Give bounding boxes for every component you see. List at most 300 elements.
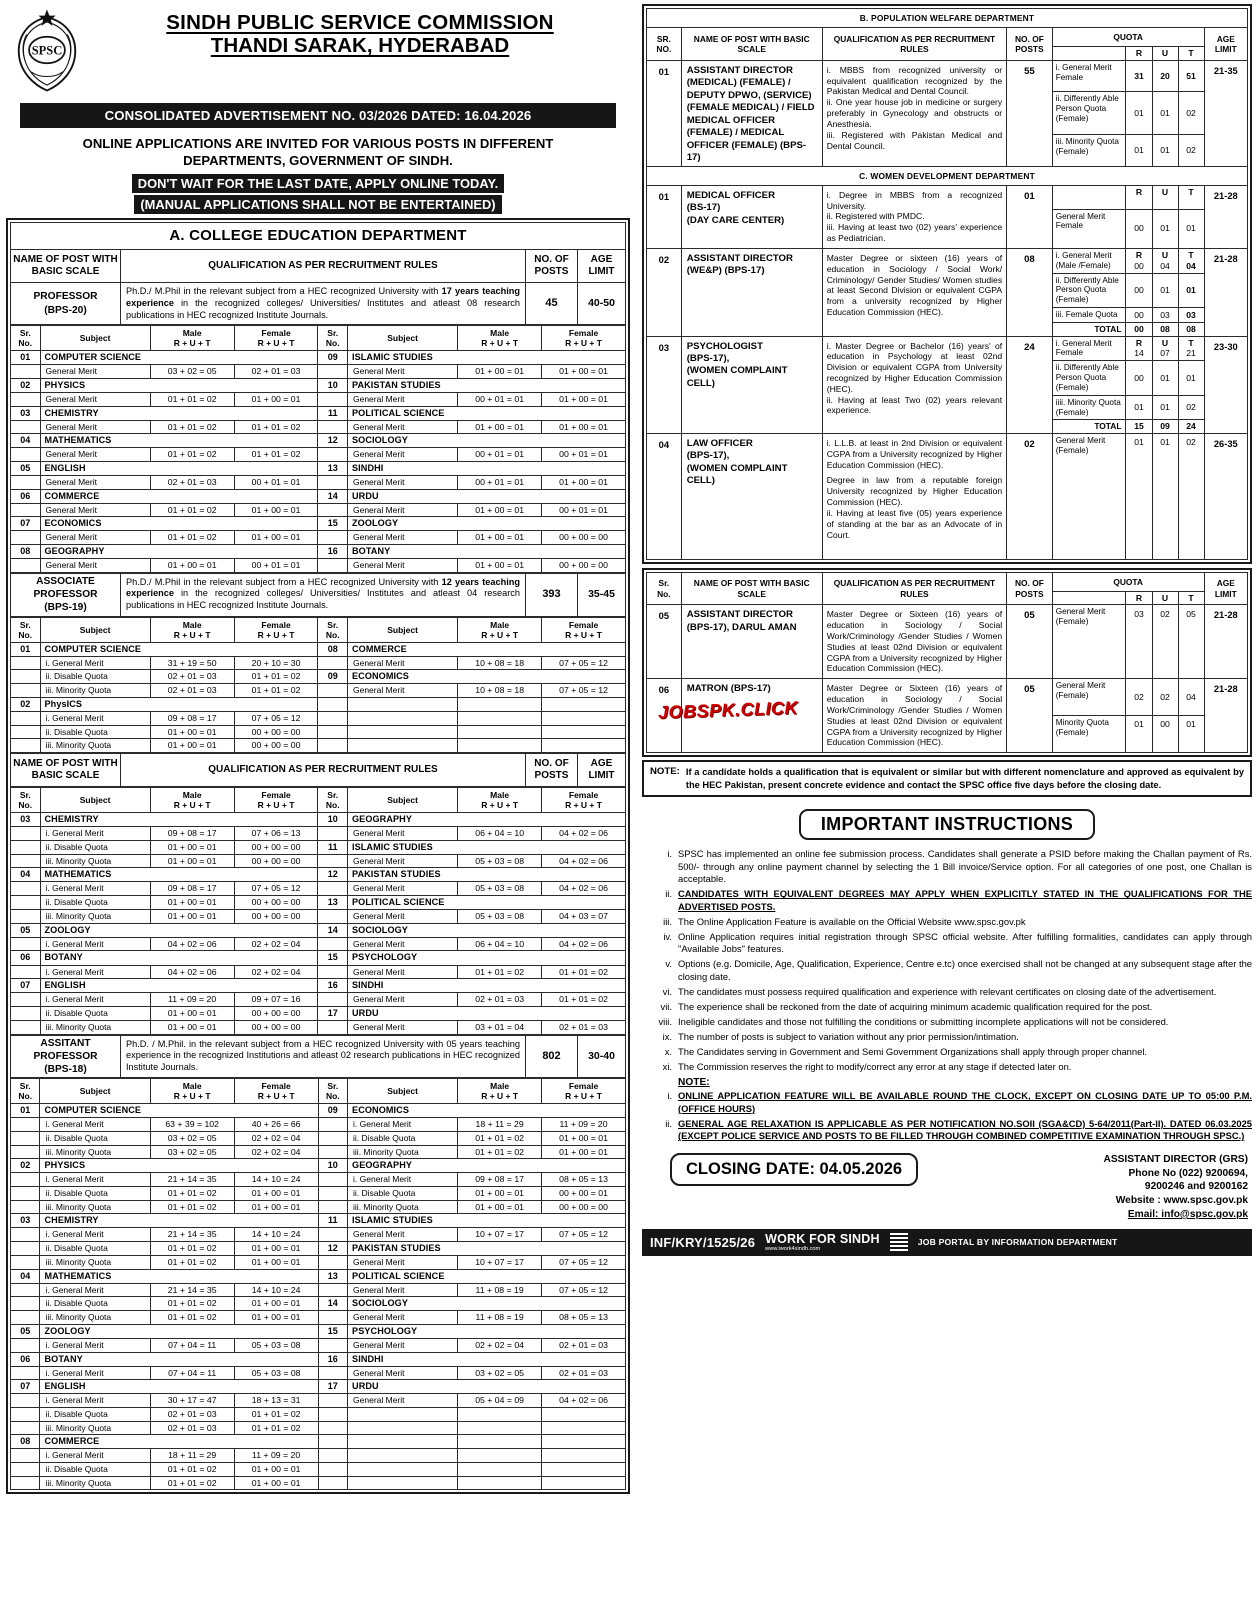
subject-name: MATHEMATICS [40,868,318,882]
empty-cell [318,365,348,379]
female-posts-value: 07 + 05 = 12 [542,1255,626,1269]
quota-u-c-3-2: 01 [1152,395,1178,420]
empty-cell [11,448,41,462]
post-age-assistant-professor: 30-40 [578,1035,626,1078]
quota-category-label: iii. Minority Quota [348,1145,458,1159]
female-posts-value: 05 + 03 = 08 [234,1339,318,1353]
male-posts-value: 00 + 01 = 01 [458,476,542,490]
list-item [642,1061,1252,1074]
row-posts-c-3: 24 [1007,336,1053,433]
empty-cell [458,697,542,711]
male-posts-value: 09 + 08 = 17 [150,882,234,896]
table-row [11,531,626,545]
subject-name: PAKISTAN STUDIES [347,378,625,392]
male-posts-value: 01 + 00 = 01 [150,559,234,573]
table-row [11,1463,626,1477]
subject-name: BOTANY [40,951,318,965]
empty-cell [11,1408,40,1422]
row-post-c-3: PSYCHOLOGIST (BPS-17), (WOMEN COMPLAINT CELL) [681,336,822,433]
quota-category-label: iii. Minority Quota [348,1200,458,1214]
table-row [11,517,626,531]
empty-cell [11,854,41,868]
female-posts-value: 02 + 01 = 03 [542,1366,626,1380]
list-item-number: i. [667,1090,672,1102]
col-header-subject-2: Subject [347,787,457,812]
subject-sr-no: 08 [318,642,348,656]
col-header-subject-2: Subject [347,617,457,642]
quota-category-label: General Merit [347,854,457,868]
list-item [642,1046,1252,1059]
col-header-sr: Sr. No. [11,617,41,642]
col-header-subject: Subject [40,1079,150,1104]
quota-label-b-1-0: i. General Merit Female [1052,60,1126,91]
subject-sr-no: 10 [318,378,348,392]
quota-category-label: i. General Merit [40,1228,150,1242]
subject-sr-no: 05 [11,461,41,475]
col-header-female-2: Female R + U + T [542,787,626,812]
quota-col-t-c1: T [1178,185,1204,209]
empty-cell [11,684,41,698]
subject-name: ZOOLOGY [347,517,625,531]
col-header-no-posts: NO. OF POSTS [526,250,578,283]
quota-category-label: iii. Minority Quota [40,1020,150,1034]
female-posts-value: 04 + 02 = 06 [542,1394,626,1408]
quota-category-label: i. General Merit [40,1366,150,1380]
quota-category-label: ii. Disable Quota [40,1463,150,1477]
subject-name: PHYSICS [40,1159,318,1173]
empty-cell [542,1463,626,1477]
subject-name: URDU [347,1006,625,1020]
quota-t-b-1-0: 51 [1178,60,1204,91]
table-row [11,854,626,868]
empty-cell [318,739,348,753]
empty-cell [11,670,41,684]
quota-category-label: General Merit [347,365,457,379]
male-posts-value: 02 + 01 = 03 [150,684,234,698]
col-header-male: Male R + U + T [150,617,234,642]
table-row [647,433,1248,559]
subject-name: GEOGRAPHY [347,812,625,826]
empty-cell [11,1339,40,1353]
female-posts-value: 00 + 00 = 00 [234,840,318,854]
table-row [11,1118,626,1132]
empty-cell [542,725,626,739]
quota-category-label: ii. Disable Quota [40,1006,150,1020]
quota-r-c-2-2: 00 [1126,308,1152,323]
empty-cell [11,531,41,545]
quota-col-t-b: T [1178,47,1204,60]
quota-category-label: iii. Minority Quota [40,1145,150,1159]
empty-cell [318,503,348,517]
subject-sr-no: 06 [11,489,41,503]
list-item-number: ix. [662,1030,672,1042]
subject-sr-no: 09 [318,670,348,684]
subject-sr-no: 12 [318,434,348,448]
female-posts-value: 01 + 01 = 02 [234,684,318,698]
empty-cell [11,712,41,726]
empty-cell [318,448,348,462]
empty-cell [318,1132,347,1146]
empty-cell [458,725,542,739]
quota-t-c-2-1: 01 [1178,273,1204,308]
table-row [11,351,626,365]
quota-category-label: i. General Merit [40,1449,150,1463]
empty-cell [318,882,348,896]
col-header-male: Male R + U + T [150,1079,234,1104]
quota-category-label: ii. Disable Quota [348,1132,458,1146]
male-posts-value: 06 + 04 = 10 [458,827,542,841]
dept-a-box [6,218,630,1494]
empty-cell [348,1435,458,1449]
contact-email[interactable]: Email: info@spsc.gov.pk [1127,1208,1248,1220]
col-header-name-post-c2: NAME OF POST WITH BASIC SCALE [681,572,822,605]
quota-r-c-3-0: R 14 [1126,336,1152,361]
quota-u-b-1-2: 01 [1152,135,1178,166]
quota-t-c-5-0: 05 [1178,605,1204,679]
male-posts-value: 01 + 01 = 02 [150,1200,234,1214]
table-row [11,979,626,993]
empty-cell [542,1476,626,1490]
post-qualification-professor: Ph.D./ M.Phil in the relevant subject from a HEC recognized University with 17 years teaching experience in the recognized colleges/ Universities/ Institutes and atleast 08 research publications in HEC recognized Institute Journals. [121,283,526,325]
col-header-name-post: NAME OF POST WITH BASIC SCALE [11,250,121,283]
female-posts-value: 18 + 13 = 31 [234,1394,318,1408]
male-posts-value: 09 + 08 = 17 [150,827,234,841]
col-header-qualification-2: QUALIFICATION AS PER RECRUITMENT RULES [121,753,526,786]
female-posts-value: 01 + 00 = 01 [234,1476,318,1490]
female-posts-value: 00 + 01 = 01 [542,448,626,462]
quota-category-label: General Merit [347,476,457,490]
quota-t-c-3-0: T 21 [1178,336,1204,361]
female-posts-value: 08 + 05 = 13 [542,1311,626,1325]
quota-category-label: General Merit [40,503,150,517]
quota-t-c-6-1: 01 [1178,716,1204,753]
quota-r-c-5-0: 03 [1126,605,1152,679]
post-count-professor: 45 [526,283,578,325]
svg-text:SPSC: SPSC [31,43,63,58]
male-posts-value: 05 + 03 = 08 [458,882,542,896]
subject-name: ISLAMIC STUDIES [347,351,625,365]
female-posts-value: 09 + 07 = 16 [234,993,318,1007]
subject-sr-no: 05 [11,1324,40,1338]
dept-c-cont-table [646,572,1248,754]
empty-cell [318,656,348,670]
female-posts-value: 01 + 00 = 01 [542,1132,626,1146]
table-row [11,378,626,392]
list-item-number: v. [665,958,672,970]
quota-category-label: ii. Disable Quota [40,670,150,684]
quota-category-label: General Merit [347,1020,457,1034]
female-posts-value: 00 + 00 = 00 [234,725,318,739]
row-qual-c-6: Master Degree or Sixteen (16) years of education in Sociology / Social Work/Criminology /Gender Studies / Women Studies at least 02nd Division or equivalent CGPA from a University recognized by Higher Education Commission (HEC). [822,679,1006,753]
subject-sr-no: 11 [318,840,348,854]
col-header-qualification-c2: QUALIFICATION AS PER RECRUITMENT RULES [822,572,1006,605]
dept-c-cont-box [642,568,1252,758]
empty-cell [11,1255,40,1269]
quota-t-c-3-1: 01 [1178,361,1204,396]
subject-name: BOTANY [40,1352,318,1366]
female-posts-value: 02 + 02 = 04 [234,937,318,951]
male-posts-value: 21 + 14 = 35 [150,1228,234,1242]
list-item-number: ii. [665,1117,672,1129]
male-posts-value: 01 + 00 = 01 [150,739,234,753]
col-header-female: Female R + U + T [234,326,318,351]
empty-cell [458,1408,542,1422]
female-posts-value: 00 + 00 = 00 [542,1200,626,1214]
quota-category-label: ii. Disable Quota [40,840,150,854]
subject-sr-no: 15 [318,1324,347,1338]
male-posts-value: 01 + 00 = 01 [150,725,234,739]
list-item-number: iv. [663,930,672,942]
quota-u-c-5-0: 02 [1152,605,1178,679]
table-row [11,1255,626,1269]
quota-category-label: General Merit [347,910,457,924]
male-posts-value: 03 + 02 = 05 [150,1145,234,1159]
quota-r-c-1-0: 00 [1126,209,1152,248]
empty-cell [318,725,348,739]
list-item-text: Online Application requires initial registration through SPSC official website. After fulfilling formalities, candidates can apply through "Available Jobs" features. [678,930,1252,955]
male-posts-value: 01 + 01 = 02 [150,1463,234,1477]
female-posts-value: 01 + 01 = 02 [234,448,318,462]
contact-website[interactable]: Website : www.spsc.gov.pk [1115,1195,1248,1207]
subject-sr-no: 08 [11,545,41,559]
row-age-b-1: 21-35 [1204,60,1247,166]
quota-category-label: General Merit [347,684,457,698]
table-row [11,1394,626,1408]
quota-category-label: i. General Merit [40,656,150,670]
dept-b-c-table [646,8,1248,560]
table-row [11,896,626,910]
note-text: If a candidate holds a qualification that is equivalent or similar but with different nomenclature and approved as equivalent by the HEC Pakistan, present concrete evidence and contact the SPSC office five days before the closing date. [685,767,1244,790]
female-posts-value: 01 + 00 = 01 [234,392,318,406]
list-item-number: xi. [662,1060,672,1072]
male-posts-value: 01 + 00 = 01 [150,896,234,910]
female-posts-value: 01 + 01 = 02 [542,965,626,979]
empty-cell [318,1145,347,1159]
empty-cell [11,1186,40,1200]
empty-cell [318,1255,347,1269]
row-qual-c-4: i. L.L.B. at least in 2nd Division or equivalent CGPA from a University recognized by Higher Education Commission (HEC). Degree in law from a reputable foreign University recognized by Higher Education Commission (HEC). ii. Having at least five (05) years experience of standing at the bar as an Advocate of in Court. [822,433,1006,559]
quota-label-c-2-2: iii. Female Quota [1052,308,1126,323]
female-posts-value: 07 + 05 = 12 [234,712,318,726]
table-row [11,365,626,379]
quota-category-label: General Merit [40,420,150,434]
empty-cell [458,1421,542,1435]
empty-cell [318,1463,347,1477]
quota-total-label-c-3: TOTAL [1052,420,1126,433]
table-row [11,840,626,854]
col-header-sr-2: Sr. No. [318,787,348,812]
contact-phone2: 9200246 and 9200162 [1144,1181,1248,1193]
manual-applications-notice: (MANUAL APPLICATIONS SHALL NOT BE ENTERTAINED) [134,195,501,214]
row-sr-c-1: 01 [647,185,682,248]
table-row [11,1324,626,1338]
female-posts-value: 01 + 00 = 01 [234,1186,318,1200]
subject-sr-no: 07 [11,1380,40,1394]
male-posts-value: 18 + 11 = 29 [150,1449,234,1463]
table-row [11,1132,626,1146]
male-posts-value: 05 + 04 = 09 [458,1394,542,1408]
subject-sr-no: 16 [318,979,348,993]
empty-cell [542,1421,626,1435]
quota-category-label: ii. Disable Quota [348,1186,458,1200]
quota-category-label: i. General Merit [40,1283,150,1297]
quota-label-c-2-0: i. General Merit (Male /Female) [1052,248,1126,273]
quota-category-label: General Merit [40,392,150,406]
col-header-sr: Sr. No. [11,326,41,351]
quota-category-label: General Merit [347,937,457,951]
post-name-professor: PROFESSOR (BPS-20) [11,283,121,325]
quota-r-b-1-1: 01 [1126,91,1152,135]
subject-sr-no: 02 [11,378,41,392]
female-posts-value: 14 + 10 = 24 [234,1283,318,1297]
row-sr-c-3: 03 [647,336,682,433]
male-posts-value: 01 + 01 = 02 [150,1297,234,1311]
empty-cell [542,1435,626,1449]
quota-r-c-4-0: 01 [1126,433,1152,559]
male-posts-value: 09 + 08 = 17 [458,1173,542,1187]
female-posts-value: 00 + 00 = 00 [234,896,318,910]
row-age-c-3: 23-30 [1204,336,1247,433]
subject-name: PhysICS [40,697,318,711]
female-posts-value: 00 + 00 = 00 [234,910,318,924]
list-item [642,1118,1252,1143]
table-row [11,392,626,406]
quota-category-label: i. General Merit [40,937,150,951]
female-posts-value: 08 + 05 = 13 [542,1173,626,1187]
table-row [11,1104,626,1118]
quota-u-c-3-1: 01 [1152,361,1178,396]
male-posts-value: 01 + 01 = 02 [150,1186,234,1200]
list-item [642,848,1252,886]
col-header-no-posts-b: NO. OF POSTS [1007,28,1053,61]
empty-cell [347,739,457,753]
quota-u-b-1-1: 01 [1152,91,1178,135]
male-posts-value: 05 + 03 = 08 [458,910,542,924]
subject-sr-no: 02 [11,697,41,711]
quota-u-c-2-2: 03 [1152,308,1178,323]
quota-col-t-c2: T [1178,591,1204,604]
list-item-number: i. [667,848,672,860]
quota-category-label: General Merit [347,965,457,979]
quota-total-r-c-3: 15 [1126,420,1152,433]
subject-name: POLITICAL SCIENCE [348,1269,626,1283]
subject-name: PSYCHOLOGY [347,951,625,965]
row-posts-c-5: 05 [1007,605,1053,679]
empty-cell [347,697,457,711]
female-posts-value: 05 + 03 = 08 [234,1366,318,1380]
col-header-male-2: Male R + U + T [458,326,542,351]
quota-category-label: General Merit [348,1339,458,1353]
col-header-female: Female R + U + T [234,617,318,642]
subject-name: SINDHI [348,1352,626,1366]
quota-category-label: iii. Minority Quota [40,910,150,924]
quota-label-c-3-1: ii. Differently Able Person Quota (Female) [1052,361,1126,396]
subject-name: GEOGRAPHY [348,1159,626,1173]
male-posts-value: 01 + 01 = 02 [150,1311,234,1325]
quota-category-label: i. General Merit [40,993,150,1007]
empty-cell [11,882,41,896]
subject-sr-no: 12 [318,1241,347,1255]
subject-name: MATHEMATICS [40,1269,318,1283]
female-posts-value: 01 + 00 = 01 [234,531,318,545]
subject-sr-no: 03 [11,406,41,420]
male-posts-value: 01 + 01 = 02 [150,1241,234,1255]
empty-cell [348,1476,458,1490]
table-row [11,670,626,684]
col-header-male-2: Male R + U + T [458,1079,542,1104]
male-posts-value: 10 + 07 = 17 [458,1228,542,1242]
list-item-number: viii. [658,1015,672,1027]
quota-u-c-6-1: 00 [1152,716,1178,753]
empty-cell [318,1394,347,1408]
subject-name: ECONOMICS [40,517,318,531]
quota-col-r-c1: R [1126,185,1152,209]
female-posts-value: 11 + 09 = 20 [234,1449,318,1463]
quota-category-label: iii. Minority Quota [40,1476,150,1490]
female-posts-value: 00 + 01 = 01 [234,476,318,490]
male-posts-value: 04 + 02 = 06 [150,937,234,951]
quota-category-label: i. General Merit [40,1339,150,1353]
right-column [636,0,1258,1599]
row-sr-c-2: 02 [647,248,682,336]
post-count-associate-professor: 393 [526,573,578,616]
quota-total-label-c-2: TOTAL [1052,323,1126,336]
male-posts-value: 10 + 08 = 18 [458,684,542,698]
table-row [11,827,626,841]
subject-name: COMMERCE [347,642,625,656]
post-qualification-assistant-professor: Ph.D. / M.Phil. in the relevant subject from a HEC recognized University with 05 years teaching experience in the recognized Institutions and atleast 02 research publications in HEC recognized Institute Journals. [121,1035,526,1078]
female-posts-value: 07 + 05 = 12 [542,1228,626,1242]
quota-category-label: iii. Minority Quota [40,1200,150,1214]
table-row [11,545,626,559]
table-row [11,476,626,490]
quota-col-u-c2: U [1152,591,1178,604]
list-item-text: Options (e.g. Domicile, Age, Qualification, Experience, Centre e.tc) once exercised shall not be changed at any subsequent stage after the closing date. [678,958,1252,982]
empty-cell [11,392,41,406]
list-item-text: The Commission reserves the right to modify/correct any error at any stage if detected later on. [678,1060,1072,1072]
col-header-no-posts-2: NO. OF POSTS [526,753,578,786]
quota-r-c-2-1: 00 [1126,273,1152,308]
quota-label-c-4-0: General Merit (Female) [1052,433,1126,559]
empty-cell [542,1408,626,1422]
empty-cell [11,365,41,379]
male-posts-value: 11 + 08 = 19 [458,1283,542,1297]
subject-name: CHEMISTRY [40,1214,318,1228]
quota-category-label: ii. Disable Quota [40,1132,150,1146]
quota-category-label: General Merit [348,1255,458,1269]
closing-section [642,1153,1252,1222]
table-row [11,461,626,475]
empty-cell [347,712,457,726]
quota-category-label: General Merit [40,365,150,379]
subject-name: ECONOMICS [347,670,625,684]
subject-name: POLITICAL SCIENCE [347,406,625,420]
subject-name: SINDHI [347,461,625,475]
col-header-female: Female R + U + T [234,1079,318,1104]
female-posts-value: 00 + 00 = 00 [234,1020,318,1034]
quota-blank-cell-c2 [1052,591,1126,604]
empty-cell [11,656,41,670]
empty-cell [458,1476,542,1490]
quota-t-b-1-2: 02 [1178,135,1204,166]
subject-name: ISLAMIC STUDIES [348,1214,626,1228]
quota-category-label: ii. Disable Quota [40,1297,150,1311]
female-posts-value: 00 + 00 = 00 [234,854,318,868]
subject-name: URDU [347,489,625,503]
list-item [642,986,1252,999]
table-row [11,1352,626,1366]
table-row [11,1283,626,1297]
